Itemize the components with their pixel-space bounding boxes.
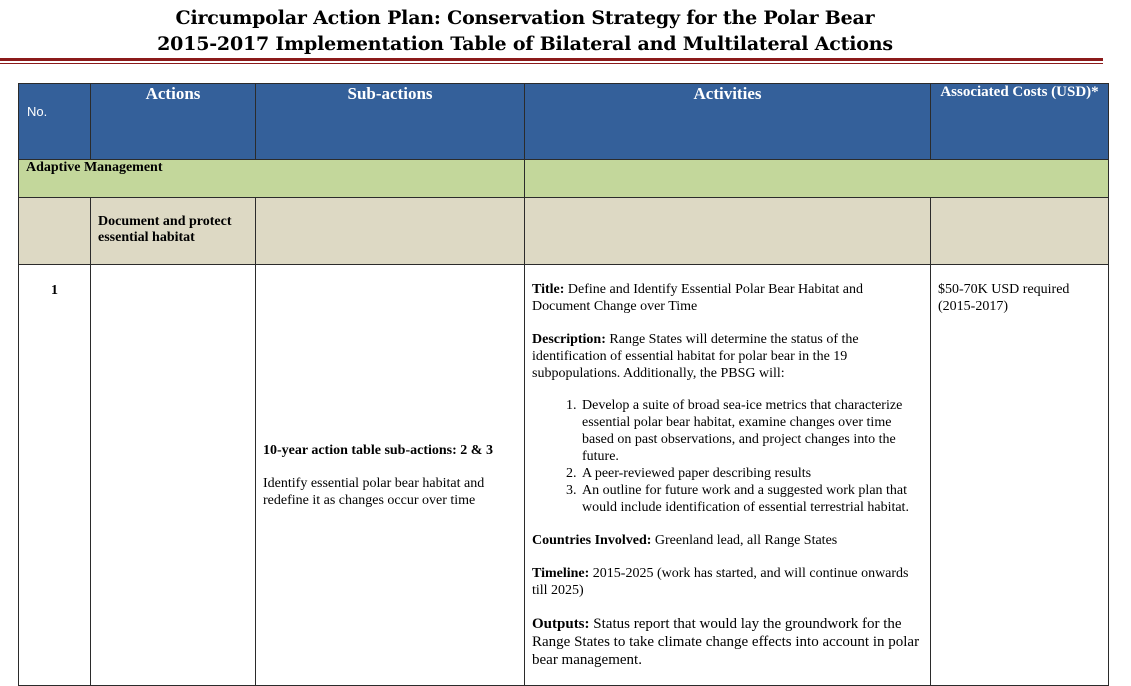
column-header-associated-costs: Associated Costs (USD)* (931, 84, 1109, 160)
activity-items-list (532, 397, 922, 516)
activity-countries-label: Countries Involved: (532, 533, 652, 548)
activity-outputs-label: Outputs: (532, 616, 590, 632)
activity-outputs (532, 615, 922, 669)
list-item: 1. Develop a suite of broad sea-ice metrics that characterize essential polar bear habitat, examine changes over time based on past observations, and project changes into the future. (580, 397, 922, 465)
activity-timeline-text: 2015-2025 (work has started, and will continue onwards till 2025) (532, 566, 909, 598)
subactions-text: Identify essential polar bear habitat and redefine it as changes occur over time (263, 475, 485, 508)
activity-timeline (532, 565, 922, 599)
document-title-line-2: 2015-2017 Implementation Table of Bilateral and Multilateral Actions (157, 33, 893, 55)
row-activities-cell (525, 265, 931, 686)
column-header-activities: Activities (525, 84, 931, 160)
column-header-no: No. (19, 84, 91, 160)
subactions-heading: 10-year action table sub-actions: 2 & 3 (263, 442, 493, 458)
section-empty-cell (525, 160, 1109, 198)
header-rule-thin (0, 63, 1103, 64)
activity-title-label: Title: (532, 282, 565, 297)
activity-outputs-text: Status report that would lay the groundwork for the Range States to take climate change effects into account in polar bear management. (532, 616, 920, 668)
action-title: Document and protect essential habitat (91, 198, 256, 265)
row-subactions-cell (256, 265, 525, 686)
action-row-no-cell (19, 198, 91, 265)
column-header-actions: Actions (91, 84, 256, 160)
section-label: Adaptive Management (19, 160, 525, 198)
header-rule-thick (0, 58, 1103, 61)
activity-timeline-label: Timeline: (532, 566, 590, 581)
activity-title-text: Define and Identify Essential Polar Bear Habitat and Document Change over Time (532, 282, 863, 314)
row-actions-cell (91, 265, 256, 686)
activity-countries (532, 532, 922, 549)
table-row (19, 265, 1109, 686)
list-item: 3. An outline for future work and a suggested work plan that would include identification of essential terrestrial habitat. (580, 482, 922, 516)
row-number: 1 (19, 265, 91, 686)
section-row (19, 160, 1109, 198)
activity-countries-text: Greenland lead, all Range States (654, 533, 838, 548)
table-header-row (19, 84, 1109, 160)
activity-title (532, 281, 922, 315)
activity-description-label: Description: (532, 332, 606, 347)
row-costs-cell: $50-70K USD required (2015-2017) (931, 265, 1109, 686)
list-item: 2. A peer-reviewed paper describing results (580, 465, 922, 482)
document-title-line-1: Circumpolar Action Plan: Conservation Strategy for the Polar Bear (175, 7, 875, 29)
action-row-costs-cell (931, 198, 1109, 265)
action-row-subactions-cell (256, 198, 525, 265)
activity-description-text: Range States will determine the status of the identification of essential habitat for polar bear in the 19 subpopulations. Additionally, the PBSG will: (532, 332, 859, 381)
action-row (19, 198, 1109, 265)
implementation-table (18, 83, 1109, 686)
action-row-activities-cell (525, 198, 931, 265)
activity-description (532, 331, 922, 382)
column-header-sub-actions: Sub-actions (256, 84, 525, 160)
